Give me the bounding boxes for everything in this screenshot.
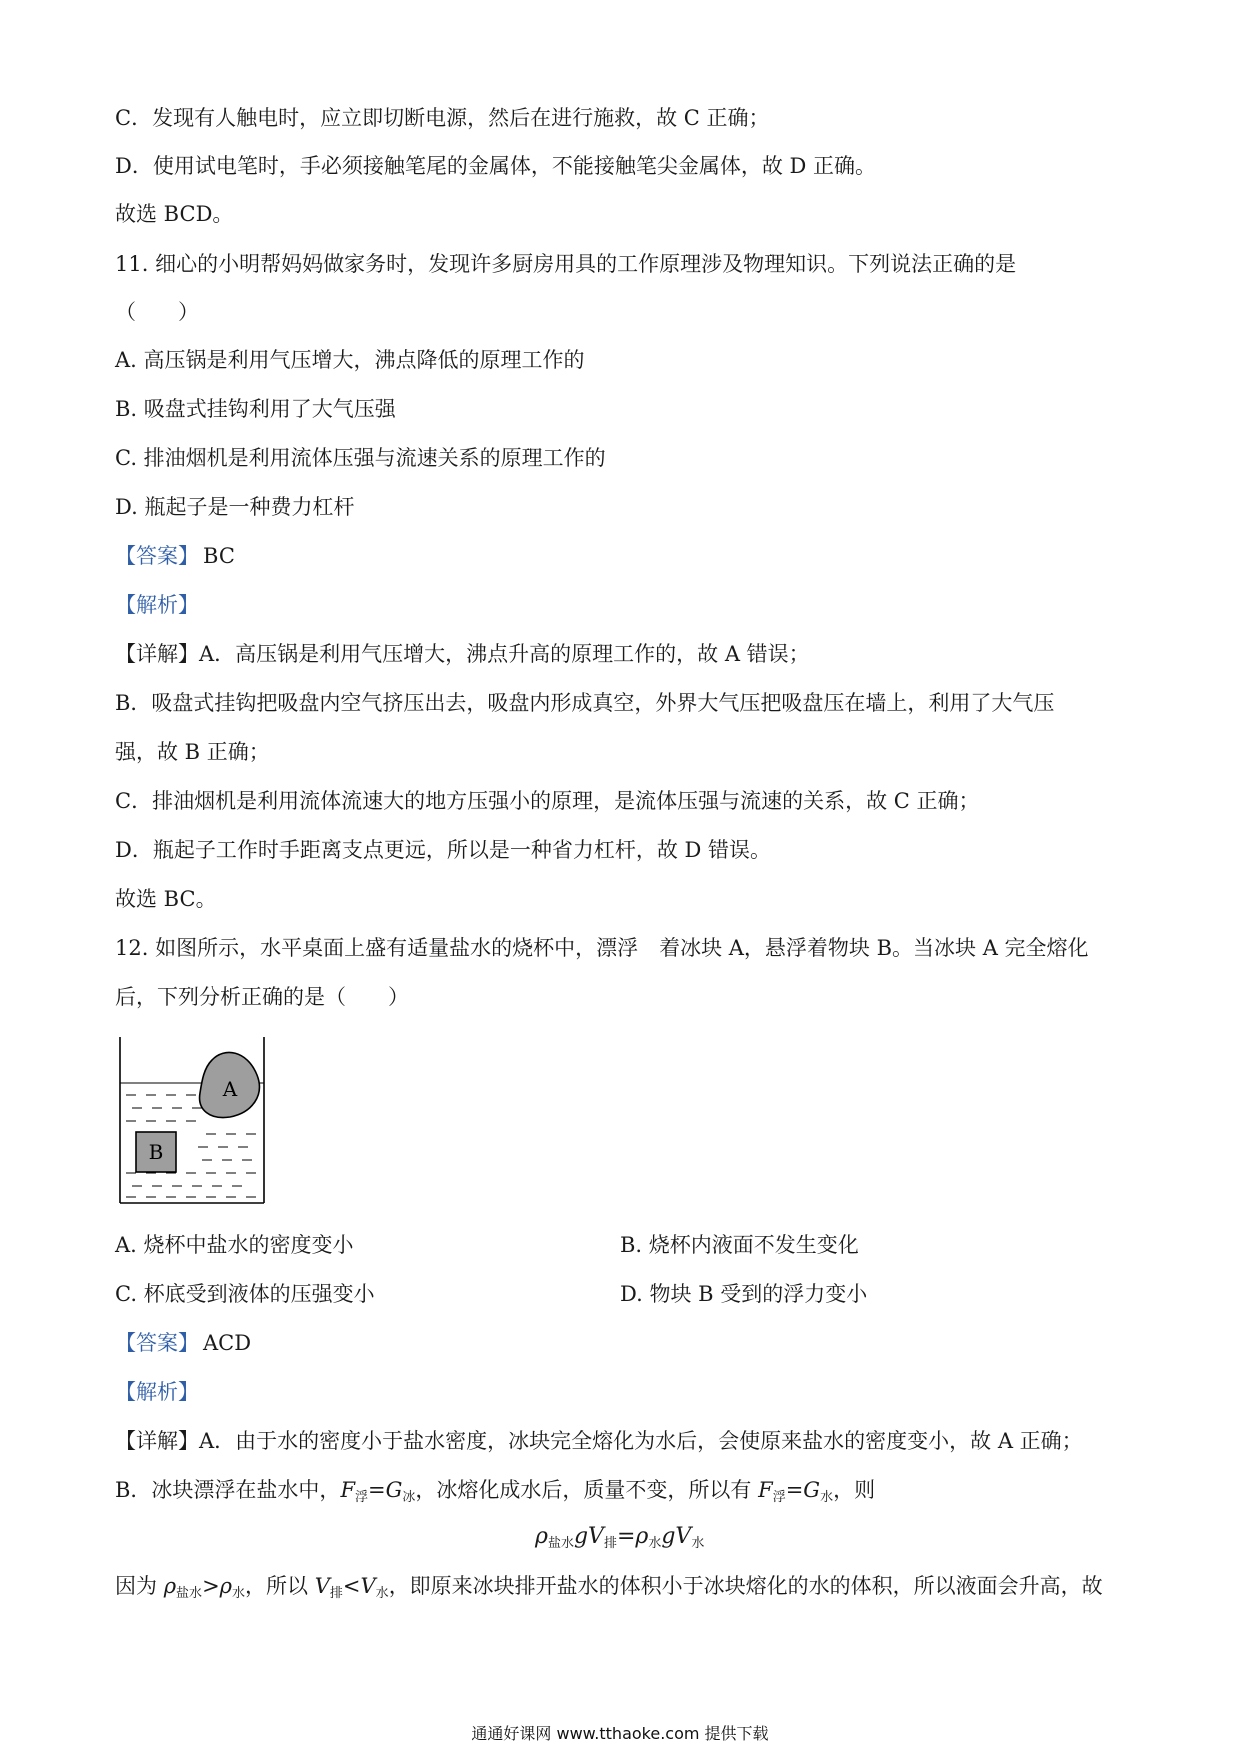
label-a: A: [222, 1077, 238, 1101]
answer-value: ACD: [203, 1331, 252, 1355]
detail-12-line: [115, 1475, 875, 1513]
symbol-gv: gV: [661, 1524, 692, 1549]
equation: [535, 1522, 704, 1559]
analysis-tag: 【解析】: [115, 593, 199, 617]
text-span: ，则: [833, 1478, 876, 1502]
analysis-tag: 【解析】: [115, 1380, 199, 1404]
subscript: 浮: [355, 1490, 369, 1505]
text-line: C．发现有人触电时，应立即切断电源，然后在进行施救，故 C 正确；: [115, 106, 770, 130]
answer-11: [115, 541, 235, 571]
answer-value: BC: [203, 544, 235, 568]
text-span: ，所以: [245, 1574, 315, 1598]
beaker-figure: [112, 1035, 272, 1210]
question-11-paren: （ ）: [115, 300, 199, 324]
question-12-stem: 12. 如图所示，水平桌面上盛有适量盐水的烧杯中，漂浮 着冰块 A，悬浮着物块 B。当冰块 A 完全熔化: [115, 936, 1089, 960]
detail-11-line: D．瓶起子工作时手距离支点更远，所以是一种省力杠杆，故 D 错误。: [115, 838, 772, 862]
symbol-f: F: [758, 1478, 773, 1502]
detail-11-line: C．排油烟机是利用流体流速大的地方压强小的原理，是流体压强与流速的关系，故 C 正确；: [115, 789, 980, 813]
question-12-option-c: C. 杯底受到液体的压强变小: [115, 1282, 375, 1306]
subscript: 水: [648, 1536, 662, 1551]
symbol-equals-rho: =ρ: [616, 1524, 649, 1549]
analysis-12-tag: [115, 1377, 199, 1407]
symbol-rho: ρ: [535, 1524, 548, 1549]
subscript: 浮: [772, 1490, 786, 1505]
symbol-f: F: [340, 1478, 356, 1502]
symbol-rho: ρ: [163, 1574, 177, 1598]
question-12-option-b: B. 烧杯内液面不发生变化: [620, 1233, 859, 1257]
text-line: D．使用试电笔时，手必须接触笔尾的金属体，不能接触笔尖金属体，故 D 正确。: [115, 154, 877, 178]
symbol-gv: gV: [573, 1524, 604, 1549]
answer-tag: 【答案】: [115, 544, 199, 568]
analysis-11-tag: [115, 590, 199, 620]
question-12-option-d: D. 物块 B 受到的浮力变小: [620, 1282, 868, 1306]
text-span: ，冰熔化成水后，质量不变，所以有: [415, 1478, 759, 1502]
subscript: 排: [329, 1586, 343, 1601]
text-span: B．冰块漂浮在盐水中，: [115, 1478, 341, 1502]
detail-12-line: [115, 1571, 1103, 1609]
symbol-g: =G: [785, 1478, 821, 1502]
detail-11-line: 故选 BC。: [115, 887, 217, 911]
question-11-option-d: D. 瓶起子是一种费力杠杆: [115, 495, 355, 519]
symbol-gt-rho: >ρ: [202, 1574, 233, 1598]
detail-12-line: 【详解】A．由于水的密度小于盐水密度，冰块完全熔化为水后，会使原来盐水的密度变小，故 A 正确；: [115, 1429, 1083, 1453]
detail-11-line: 【详解】A．高压锅是利用气压增大，沸点升高的原理工作的，故 A 错误；: [115, 642, 810, 666]
subscript: 水: [232, 1586, 246, 1601]
detail-11-line: B．吸盘式挂钩把吸盘内空气挤压出去，吸盘内形成真空，外界大气压把吸盘压在墙上，利用了大气压: [115, 691, 1055, 715]
question-12-option-a: A. 烧杯中盐水的密度变小: [115, 1233, 354, 1257]
subscript: 盐水: [176, 1586, 203, 1601]
subscript: 水: [375, 1586, 389, 1601]
subscript: 水: [691, 1536, 705, 1551]
question-11-option-b: B. 吸盘式挂钩利用了大气压强: [115, 397, 396, 421]
label-b: B: [148, 1140, 164, 1164]
subscript: 水: [820, 1490, 834, 1505]
subscript: 排: [603, 1536, 617, 1551]
symbol-g: =G: [368, 1478, 403, 1502]
symbol-v: V: [314, 1574, 330, 1598]
question-11-stem: 11. 细心的小明帮妈妈做家务时，发现许多厨房用具的工作原理涉及物理知识。下列说法正确的是: [115, 252, 1017, 276]
text-line: 故选 BCD。: [115, 202, 234, 226]
subscript: 盐水: [547, 1536, 574, 1551]
detail-11-line: 强，故 B 正确；: [115, 740, 270, 764]
text-span: ，即原来冰块排开盐水的体积小于冰块熔化的水的体积，所以液面会升高，故: [388, 1574, 1103, 1598]
answer-12: [115, 1328, 251, 1358]
symbol-lt-v: <V: [342, 1574, 376, 1598]
text-span: 因为: [115, 1574, 164, 1598]
footer-watermark: 通通好课网 www.tthaoke.com 提供下载: [471, 1724, 769, 1743]
question-12-stem: 后，下列分析正确的是（ ）: [115, 985, 409, 1009]
question-11-option-a: A. 高压锅是利用气压增大，沸点降低的原理工作的: [115, 348, 585, 372]
answer-tag: 【答案】: [115, 1331, 199, 1355]
question-11-option-c: C. 排油烟机是利用流体压强与流速关系的原理工作的: [115, 446, 606, 470]
subscript: 冰: [402, 1490, 416, 1505]
